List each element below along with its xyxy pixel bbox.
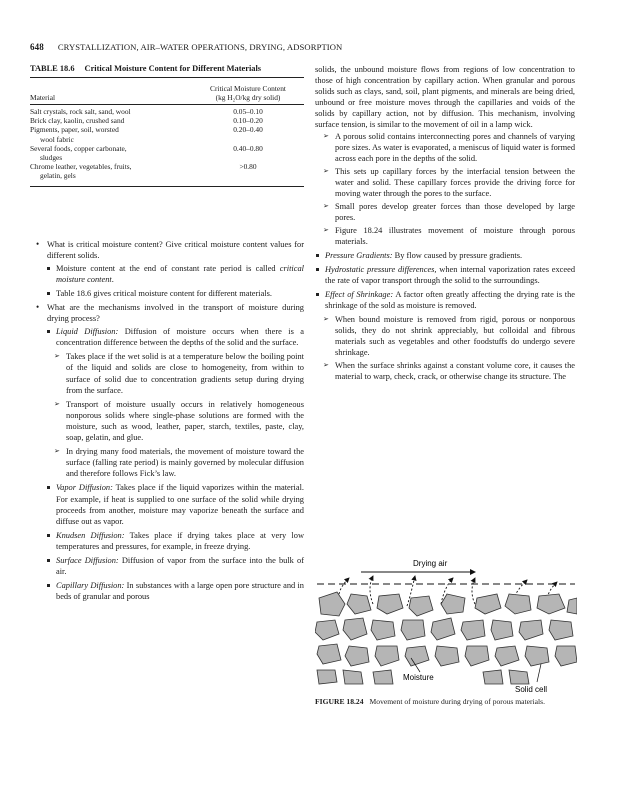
table-number: TABLE 18.6: [30, 64, 75, 73]
table-row: [30, 162, 304, 186]
sub-item: ➢ Figure 18.24 illustrates movement of moisture through porous materials.: [315, 225, 575, 247]
critical-moisture-table: [30, 77, 304, 187]
term-text: Diffusion of vapor from the surface into the bulk of air.: [56, 555, 304, 577]
term-text: Takes place if the liquid vaporizes within the material. For example, if heat is supplied to one surface of the solid while drying proceeds from another, moisture may vaporize beneath the surface and diffuse out as vapor.: [56, 483, 304, 526]
sub-item: ➢ Transport of moisture usually occurs in relatively homogeneous nonporous solids where single-phase solutions are formed with the moisture, such as wood, leather, paper, starch, textiles, paste, clay, soap, gelatin, and glue.: [30, 399, 304, 443]
term: Capillary Diffusion:: [56, 581, 125, 591]
running-title: CRYSTALLIZATION, AIR–WATER OPERATIONS, DRYING, ADSORPTION: [57, 42, 343, 52]
figure-caption: [315, 697, 577, 707]
porous-solid-diagram: [315, 554, 577, 694]
answer-emphasis: critical moisture content: [56, 263, 304, 284]
table-title: Critical Moisture Content for Different Materials: [84, 64, 262, 73]
cell-value: 0.10–0.20: [233, 116, 263, 126]
answer-punct: .: [111, 274, 114, 284]
cell-value: 0.20–0.40: [233, 125, 263, 135]
table-row: [30, 116, 304, 125]
left-bullet-list: [30, 239, 304, 603]
cell-value: >0.80: [192, 162, 304, 186]
term: Effect of Shrinkage:: [325, 289, 394, 299]
cell-value: 0.40–0.80: [233, 143, 263, 153]
left-column: [30, 64, 304, 605]
question-mechanisms: • What are the mechanisms involved in the transport of moisture during drying process?: [30, 302, 304, 324]
sub-item: ➢ In drying many food materials, the movement of moisture toward the surface (falling rate period) is mainly governed by molecular diffusion and therefore follows Fick’s law.: [30, 446, 304, 479]
list-item-liquid-diffusion: [30, 326, 304, 348]
solid-cell-leader: [537, 664, 541, 682]
drying-air-label: Drying air: [413, 559, 448, 568]
table-row: [30, 125, 304, 143]
table-header-material: Material: [30, 93, 192, 105]
sub-item: ➢ Takes place if the wet solid is at a temperature below the boiling point of the liquid and solids are close to homogeneity, from within to surface of solid due to concentration gradients setup during drying from the surface.: [30, 351, 304, 395]
term-text: Takes place if drying takes place at very low temperatures and pressures, for example, in freeze drying.: [56, 530, 304, 551]
term-text: Diffusion of moisture occurs when there is a concentration difference between the depths of the solid and the surface.: [56, 327, 304, 348]
solid-cells: [315, 592, 577, 684]
figure-caption-text: Movement of moisture during drying of porous materials.: [369, 697, 545, 706]
term-text: By flow caused by pressure gradients.: [392, 250, 523, 260]
cell-material: Brick clay, kaolin, crushed sand: [30, 116, 125, 126]
cell-material-cont: wool fabric: [40, 134, 74, 144]
paragraph: solids, the unbound moisture flows from regions of low concentration to those of high concentration by capillary action. When granular and porous solids such as clays, sand, soil, plant pigments, and minerals are being dried, unbound or free moisture moves through the capillaries and voids of the solids by capillary action, not by diffusion. This mechanism, involving surface tension, is similar to the movement of oil in a lamp wick.: [315, 65, 575, 130]
figure-porous-drying: [315, 554, 577, 694]
sub-item: ➢ When the surface shrinks against a constant volume core, it causes the material to warp, check, crack, or otherwise change its structure. The: [315, 360, 575, 382]
term: Vapor Diffusion:: [56, 483, 113, 493]
term: Knudsen Diffusion:: [56, 530, 125, 540]
term: Surface Diffusion:: [56, 555, 119, 565]
term-text: when internal vaporization rates exceed the rate of vapor transport through the solid to the surroundings.: [325, 264, 576, 285]
list-item-hydrostatic: [315, 264, 575, 286]
list-item: [30, 263, 304, 285]
solid-cell-label: Solid cell: [515, 685, 548, 694]
page-number: 648: [30, 42, 44, 52]
list-item: Table 18.6 gives critical moisture content for different materials.: [30, 288, 304, 299]
cell-material: Several foods, copper carbonate,: [30, 143, 127, 153]
table-row: [30, 104, 304, 116]
term: Hydrostatic pressure differences,: [325, 264, 437, 274]
right-column: [315, 64, 575, 385]
cell-material: Pigments, paper, soil, worsted: [30, 125, 119, 135]
cell-material-cont: sludges: [40, 152, 63, 162]
cell-value: 0.05–0.10: [233, 106, 263, 116]
list-item-shrinkage: [315, 289, 575, 311]
term-text: A factor often greatly affecting the drying rate is the shrinkage of the sold as moisture is removed.: [325, 289, 576, 310]
sub-item: ➢ A porous solid contains interconnecting pores and channels of varying pore sizes. As water is evaporated, a meniscus of liquid water is formed across each pore in the depths of the solid.: [315, 131, 575, 164]
table-header-value-line1: Critical Moisture Content: [192, 77, 304, 93]
list-item-knudsen-diffusion: [30, 530, 304, 552]
table-header-value-line2: (kg H₂O/kg dry solid): [192, 93, 304, 105]
figure-number: FIGURE 18.24: [315, 697, 364, 706]
table-row: [30, 144, 304, 162]
term-text: In substances with a large open pore structure and in beds of granular and porous: [56, 581, 304, 602]
list-item-pressure-gradients: [315, 250, 575, 261]
list-item-surface-diffusion: [30, 555, 304, 577]
right-list: [315, 131, 575, 383]
term: Liquid Diffusion:: [56, 327, 119, 337]
table-header-blank: [30, 77, 192, 93]
table-caption: [30, 64, 304, 75]
question-critical-moisture: • What is critical moisture content? Give critical moisture content values for different solids.: [30, 239, 304, 261]
list-item-vapor-diffusion: [30, 482, 304, 526]
sub-item: ➢ Small pores develop greater forces than those developed by large pores.: [315, 201, 575, 223]
answer-text: Moisture content at the end of constant rate period is called: [56, 263, 280, 273]
sub-item: ➢ This sets up capillary forces by the interfacial tension between the water and solid. These capillary forces provide the driving force for moving water through the pores to the surface.: [315, 166, 575, 199]
cell-material: Salt crystals, rock salt, sand, wool: [30, 106, 131, 116]
term: Pressure Gradients:: [325, 250, 393, 260]
cell-material: Chrome leather, vegetables, fruits,: [30, 162, 132, 172]
moisture-label: Moisture: [403, 673, 434, 682]
running-header: [30, 42, 342, 52]
cell-material-cont: gelatin, gels: [40, 171, 76, 181]
list-item-capillary-diffusion: [30, 580, 304, 602]
sub-item: ➢ When bound moisture is removed from rigid, porous or nonporous solids, they do not shrink appreciably, but colloidal and fibrous materials such as vegetables and other foodstuffs do undergo severe shrinkage.: [315, 314, 575, 358]
